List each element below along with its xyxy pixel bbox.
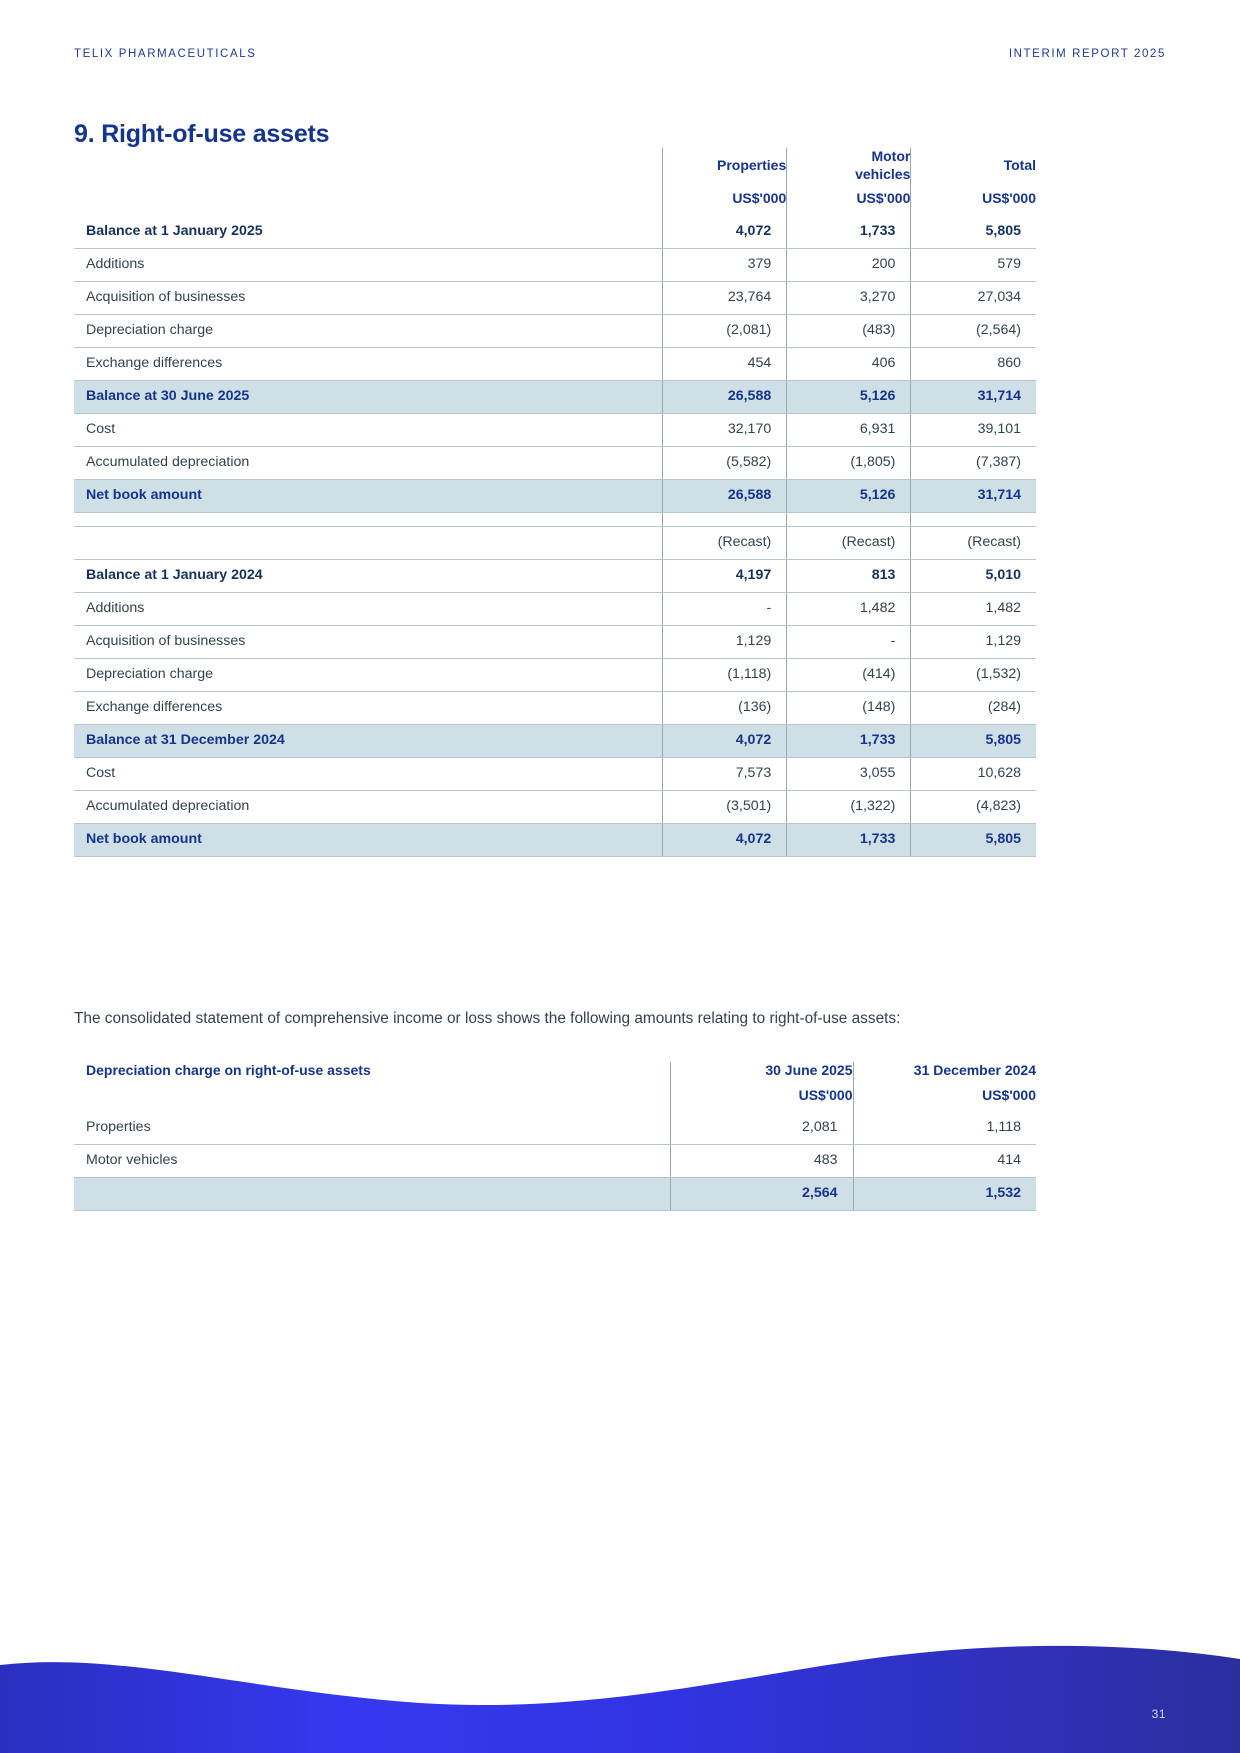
row-value-total: 31,714: [977, 486, 1021, 503]
header-properties: Properties: [663, 148, 787, 183]
right-of-use-assets-table-wrapper: [74, 148, 1036, 857]
recast-total: (Recast): [967, 533, 1021, 550]
row-value-properties: 379: [747, 255, 772, 272]
row-value-total: (2,564): [976, 321, 1021, 338]
row-value-motor: 5,126: [859, 387, 896, 404]
depreciation-charge-table-wrapper: [74, 1062, 1036, 1211]
row-value-motor: (1,322): [850, 797, 896, 814]
unit-blank: [74, 183, 663, 216]
row-value-properties: (5,582): [726, 453, 772, 470]
wave-path: [0, 1646, 1240, 1753]
row-value-motor: 813: [871, 566, 896, 583]
row-value-properties: 454: [747, 354, 772, 371]
row-value-motor: 406: [871, 354, 896, 371]
row-value-motor: 1,733: [859, 830, 896, 847]
row-value-total: 10,628: [977, 764, 1021, 781]
table-row-total: [74, 1178, 1036, 1211]
row-value-properties: 26,588: [727, 486, 772, 503]
row-label: Cost: [86, 420, 116, 437]
row-value-properties: 4,197: [735, 566, 772, 583]
table-row: [74, 757, 1036, 790]
row-value-col2: 414: [997, 1152, 1021, 1169]
table-row-net-book-amount: [74, 479, 1036, 512]
row-label: Depreciation charge: [86, 665, 213, 682]
header-company-name: TELIX PHARMACEUTICALS: [74, 48, 257, 60]
right-of-use-assets-table: [74, 148, 1036, 857]
dep-table-head: [74, 1062, 1036, 1112]
header-motor-vehicles: [787, 148, 911, 183]
row-label: Motor vehicles: [86, 1152, 178, 1169]
row-value-total: 5,805: [985, 222, 1021, 239]
table-row: [74, 790, 1036, 823]
spacer-properties: [663, 512, 787, 526]
spacer-motor: [787, 512, 911, 526]
row-value-properties: 4,072: [735, 731, 772, 748]
header-report-title: INTERIM REPORT 2025: [1008, 48, 1166, 60]
row-value-total: 860: [997, 354, 1021, 371]
row-value-properties: (2,081): [726, 321, 772, 338]
page-title: 9. Right-of-use assets: [74, 119, 330, 148]
table-row: [74, 559, 1036, 592]
row-label: Balance at 1 January 2024: [86, 566, 263, 583]
table-row-subtotal: [74, 380, 1036, 413]
table-row: [74, 281, 1036, 314]
row-value-col1: 2,081: [801, 1119, 838, 1136]
table-row: [74, 413, 1036, 446]
row-label: Properties: [86, 1119, 151, 1136]
row-value-properties: (1,118): [727, 665, 772, 682]
table-row: [74, 446, 1036, 479]
header-blank: [74, 148, 663, 183]
row-value-col2: 1,532: [985, 1185, 1021, 1202]
row-label: Net book amount: [86, 830, 202, 847]
row-value-motor: 3,270: [859, 288, 896, 305]
row-value-total: 1,129: [985, 632, 1021, 649]
row-value-properties: 1,129: [735, 632, 772, 649]
row-value-total: (1,532): [976, 665, 1021, 682]
row-value-motor: (148): [862, 698, 896, 715]
row-value-motor: 6,931: [859, 420, 896, 437]
table-body-2024: [74, 559, 1036, 856]
row-value-total: 5,805: [985, 830, 1021, 847]
table-row: [74, 347, 1036, 380]
dep-header-row-titles: [74, 1062, 1036, 1080]
row-value-total: 5,805: [985, 731, 1021, 748]
table-row: [74, 248, 1036, 281]
row-value-col1: 483: [813, 1152, 838, 1169]
row-value-total: 5,010: [985, 566, 1021, 583]
page-number: 31: [1151, 1707, 1166, 1721]
row-value-properties: -: [766, 599, 772, 616]
row-label: Exchange differences: [86, 698, 223, 715]
dep-header-col1: 30 June 2025: [670, 1062, 853, 1080]
spacer-blank: [74, 512, 663, 526]
unit-properties: US$'000: [663, 183, 787, 216]
unit-total: US$'000: [911, 183, 1036, 216]
row-value-motor: (483): [862, 321, 896, 338]
row-label: Balance at 31 December 2024: [86, 731, 285, 748]
row-value-properties: 4,072: [735, 222, 772, 239]
row-value-total: 27,034: [977, 288, 1021, 305]
spacer-total: [911, 512, 1036, 526]
row-label: Acquisition of businesses: [86, 632, 246, 649]
header-motor-vehicles-line1: Motor: [871, 148, 911, 164]
row-value-total: 39,101: [977, 420, 1021, 437]
row-value-motor: 1,733: [859, 731, 896, 748]
table-row: [74, 1112, 1036, 1145]
row-value-total: 1,482: [985, 599, 1021, 616]
table-header-row-units: [74, 183, 1036, 216]
table-row: [74, 658, 1036, 691]
row-label: Balance at 1 January 2025: [86, 222, 263, 239]
row-value-motor: (1,805): [850, 453, 896, 470]
row-value-motor: -: [890, 632, 896, 649]
dep-header-label: Depreciation charge on right-of-use assets: [86, 1062, 371, 1078]
dep-table-body: [74, 1112, 1036, 1211]
dep-header-col2: 31 December 2024: [853, 1062, 1036, 1080]
row-value-total: (4,823): [976, 797, 1021, 814]
row-value-col1: 2,564: [801, 1185, 838, 1202]
table-header-row-titles: [74, 148, 1036, 183]
unit-motor-vehicles: US$'000: [787, 183, 911, 216]
row-value-properties: 4,072: [735, 830, 772, 847]
dep-header-row-units: [74, 1080, 1036, 1113]
recast-motor: (Recast): [841, 533, 896, 550]
table-row-recast: [74, 526, 1036, 559]
row-value-motor: (414): [862, 665, 896, 682]
table-row: [74, 216, 1036, 249]
row-label: Balance at 30 June 2025: [86, 387, 250, 404]
row-value-motor: 1,733: [859, 222, 896, 239]
row-value-col2: 1,118: [986, 1119, 1021, 1136]
depreciation-charge-table: [74, 1062, 1036, 1211]
dep-unit-col1: US$'000: [670, 1080, 853, 1113]
row-value-motor: 200: [871, 255, 896, 272]
footer-wave-decoration: [0, 1573, 1240, 1753]
row-value-total: 31,714: [977, 387, 1021, 404]
row-label: Accumulated depreciation: [86, 797, 250, 814]
row-value-total: (284): [987, 698, 1021, 715]
row-value-motor: 3,055: [859, 764, 896, 781]
table-row: [74, 1145, 1036, 1178]
row-label: Exchange differences: [86, 354, 223, 371]
recast-label: [74, 527, 662, 559]
table-spacer-row: [74, 512, 1036, 526]
row-label: Accumulated depreciation: [86, 453, 250, 470]
recast-properties: (Recast): [717, 533, 772, 550]
row-label: Additions: [86, 599, 145, 616]
table-row: [74, 625, 1036, 658]
row-value-properties: 23,764: [727, 288, 772, 305]
row-label: Depreciation charge: [86, 321, 213, 338]
row-value-motor: 1,482: [859, 599, 896, 616]
row-value-motor: 5,126: [859, 486, 896, 503]
row-value-properties: (136): [738, 698, 772, 715]
table-row-net-book-amount: [74, 823, 1036, 856]
table-row-subtotal: [74, 724, 1036, 757]
row-label: Cost: [86, 764, 116, 781]
row-label: Acquisition of businesses: [86, 288, 246, 305]
row-label: Additions: [86, 255, 145, 272]
table-head: [74, 148, 1036, 216]
row-label: [74, 1178, 670, 1210]
explanatory-paragraph: The consolidated statement of comprehensive income or loss shows the following amounts relating to right-of-use assets:: [74, 1010, 901, 1028]
dep-unit-col2: US$'000: [853, 1080, 1036, 1113]
row-value-properties: 32,170: [727, 420, 772, 437]
table-row: [74, 691, 1036, 724]
table-row: [74, 592, 1036, 625]
row-value-total: (7,387): [976, 453, 1021, 470]
row-value-total: 579: [997, 255, 1021, 272]
header-motor-vehicles-line2: vehicles: [855, 165, 911, 182]
row-value-properties: 26,588: [727, 387, 772, 404]
header-total: Total: [911, 148, 1036, 183]
table-body-2025: [74, 216, 1036, 560]
dep-unit-blank: [74, 1080, 670, 1113]
running-header: [74, 48, 1166, 60]
row-label: Net book amount: [86, 486, 202, 503]
table-row: [74, 314, 1036, 347]
row-value-properties: 7,573: [735, 764, 772, 781]
row-value-properties: (3,501): [726, 797, 772, 814]
